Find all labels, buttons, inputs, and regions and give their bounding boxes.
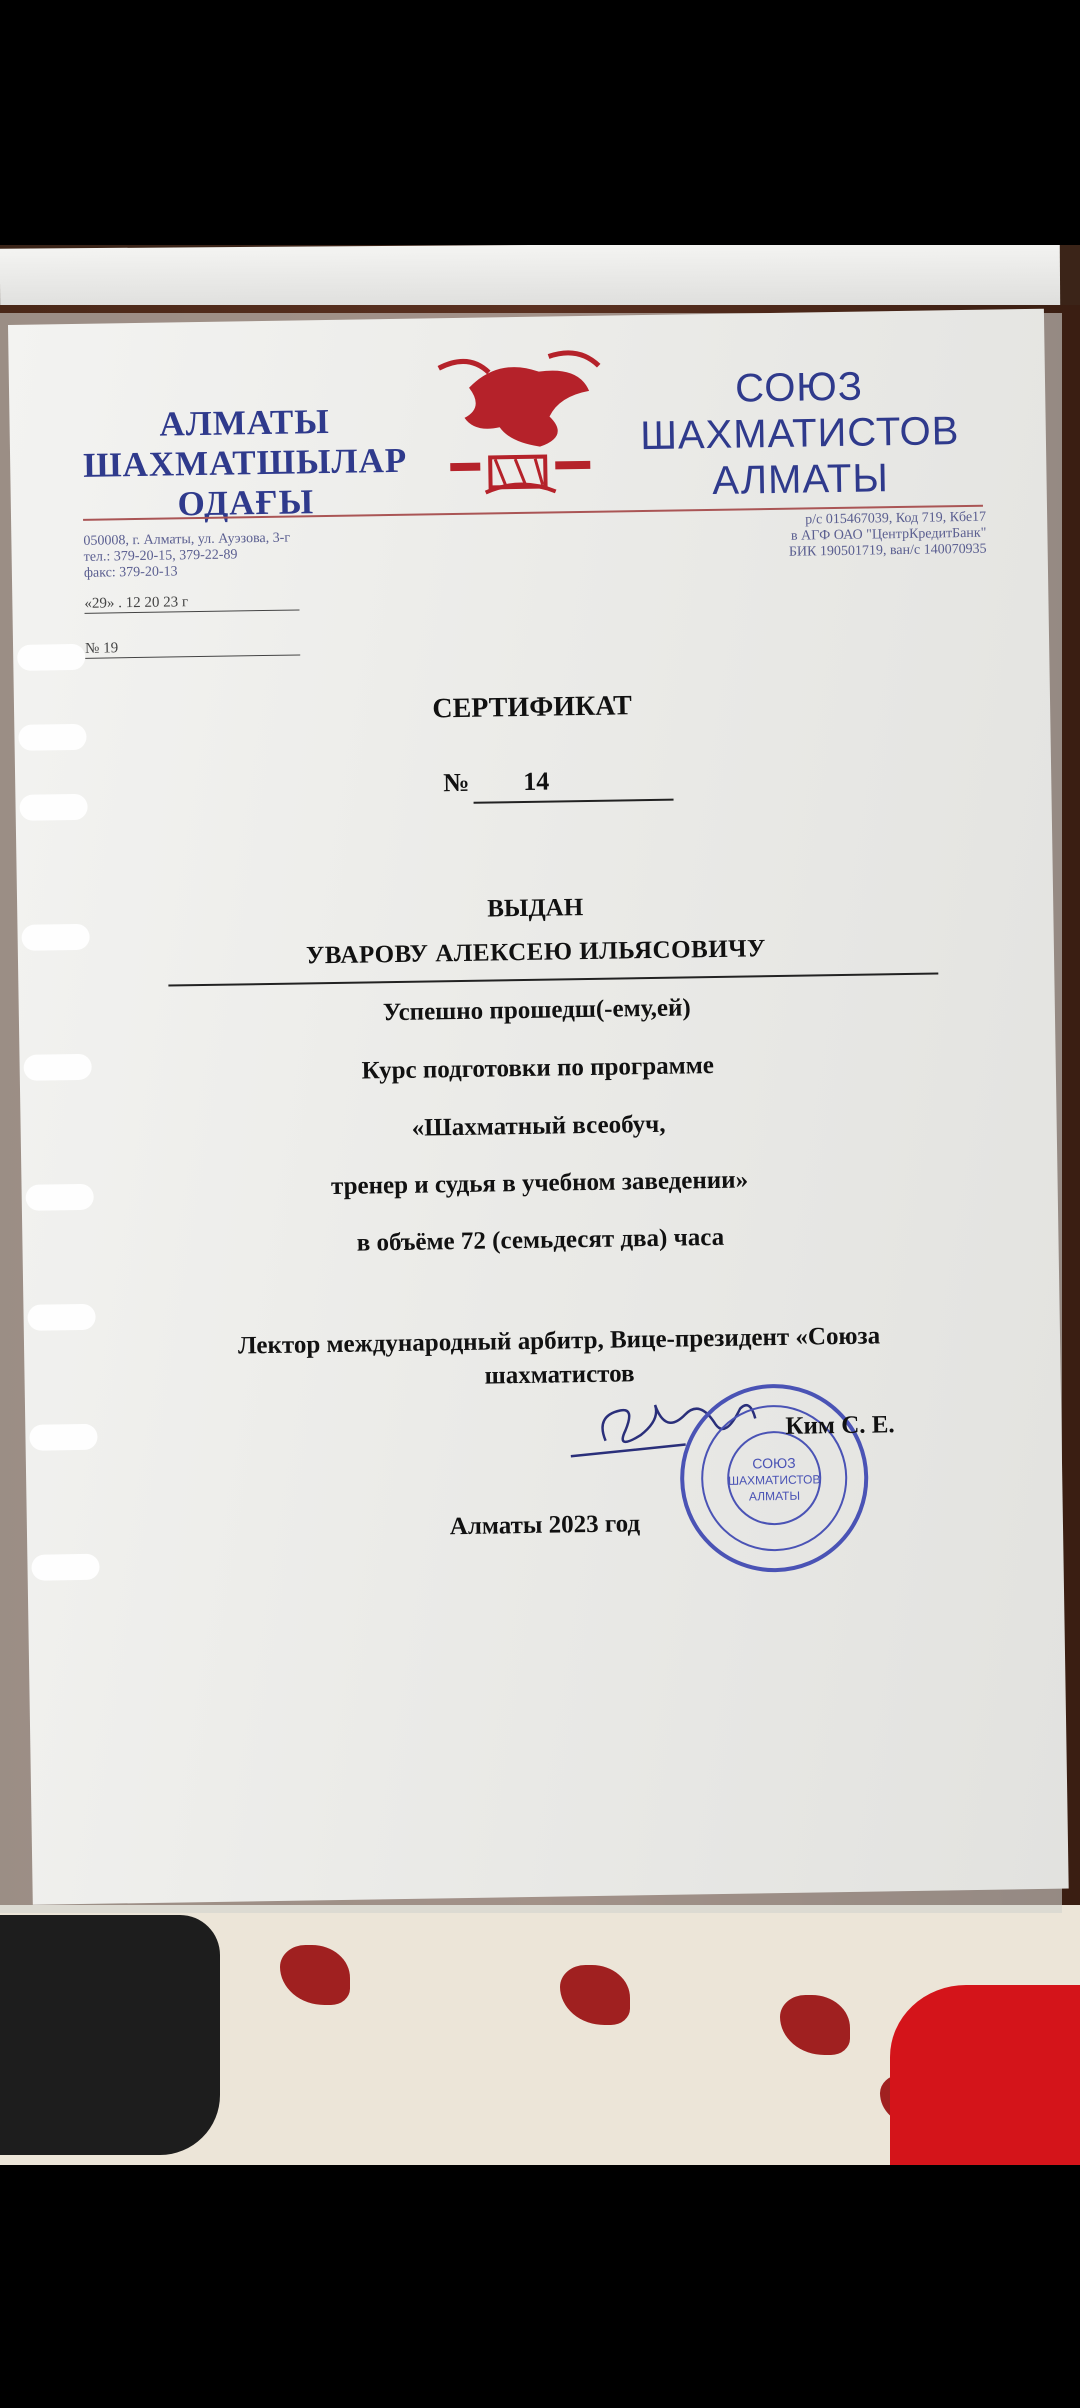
chess-union-logo bbox=[428, 346, 605, 509]
lecturer-title: Лектор международный арбитр, Вице-президент «Союза шахматистов bbox=[237, 1322, 881, 1390]
punch-hole bbox=[29, 1424, 97, 1451]
photo bbox=[0, 245, 1080, 2165]
certificate-number bbox=[443, 764, 684, 804]
number-label: № bbox=[443, 767, 470, 798]
carpet-pattern bbox=[280, 1945, 350, 2005]
bank-line: в АГФ ОАО "ЦентрКредитБанк" bbox=[790, 525, 987, 544]
header-russian-line: СОЮЗ bbox=[734, 364, 864, 411]
number-underline bbox=[474, 799, 674, 804]
header-russian bbox=[629, 362, 971, 505]
recipient-underline bbox=[168, 972, 938, 986]
official-stamp bbox=[673, 1377, 876, 1580]
address-block bbox=[83, 529, 404, 582]
stamp-line: СОЮЗ bbox=[752, 1454, 796, 1472]
punch-hole bbox=[27, 1304, 95, 1331]
body-line: в объёме 72 (семьдесят два) часа bbox=[356, 1223, 725, 1257]
carpet-pattern bbox=[560, 1965, 630, 2025]
stamp-line: ШАХМАТИСТОВ bbox=[727, 1472, 821, 1488]
bank-line: БИК 190501719, ван/с 140070935 bbox=[788, 541, 987, 560]
date-field: «29» . 12 20 23 г bbox=[84, 592, 299, 613]
outgoing-number-field: № 19 bbox=[85, 637, 300, 658]
header-kazakh-line: ОДАҒЫ bbox=[177, 482, 315, 524]
address-line: тел.: 379-20-15, 379-22-89 bbox=[83, 547, 238, 565]
punch-hole bbox=[31, 1554, 99, 1581]
body-line: «Шахматный всеобуч, bbox=[411, 1110, 666, 1142]
header-kazakh bbox=[79, 401, 411, 526]
punch-hole bbox=[19, 794, 87, 821]
certificate-paper bbox=[8, 309, 1069, 1905]
place-and-year: Алматы 2023 год bbox=[449, 1510, 641, 1541]
header-russian-line: ШАХМАТИСТОВ bbox=[639, 409, 960, 459]
recipient-name: УВАРОВУ АЛЕКСЕЮ ИЛЬЯСОВИЧУ bbox=[305, 935, 767, 970]
signer-name: Ким С. Е. bbox=[785, 1411, 895, 1440]
dark-object bbox=[0, 1915, 220, 2155]
number-value: 14 bbox=[523, 766, 550, 796]
header-kazakh-line: АЛМАТЫ bbox=[159, 401, 331, 444]
bank-details bbox=[671, 510, 987, 563]
issued-label: ВЫДАН bbox=[487, 894, 584, 923]
address-line: 050008, г. Алматы, ул. Ауэзова, 3-г bbox=[83, 530, 291, 549]
body-line: Успешно прошедш(-ему,ей) bbox=[382, 994, 691, 1027]
header-russian-line: АЛМАТЫ bbox=[711, 456, 890, 503]
certificate-title: СЕРТИФИКАТ bbox=[432, 690, 632, 725]
body-line: Курс подготовки по программе bbox=[361, 1052, 715, 1085]
body-line: тренер и судья в учебном заведении» bbox=[330, 1166, 749, 1201]
stamp-line: АЛМАТЫ bbox=[748, 1488, 801, 1504]
red-cloth bbox=[890, 1985, 1080, 2165]
carpet-pattern bbox=[780, 1995, 850, 2055]
header-kazakh-line: ШАХМАТШЫЛАР bbox=[82, 440, 408, 485]
address-line: факс: 379-20-13 bbox=[83, 564, 178, 581]
punch-hole bbox=[17, 644, 85, 671]
bank-line: р/с 015467039, Код 719, Кбе17 bbox=[805, 509, 987, 528]
